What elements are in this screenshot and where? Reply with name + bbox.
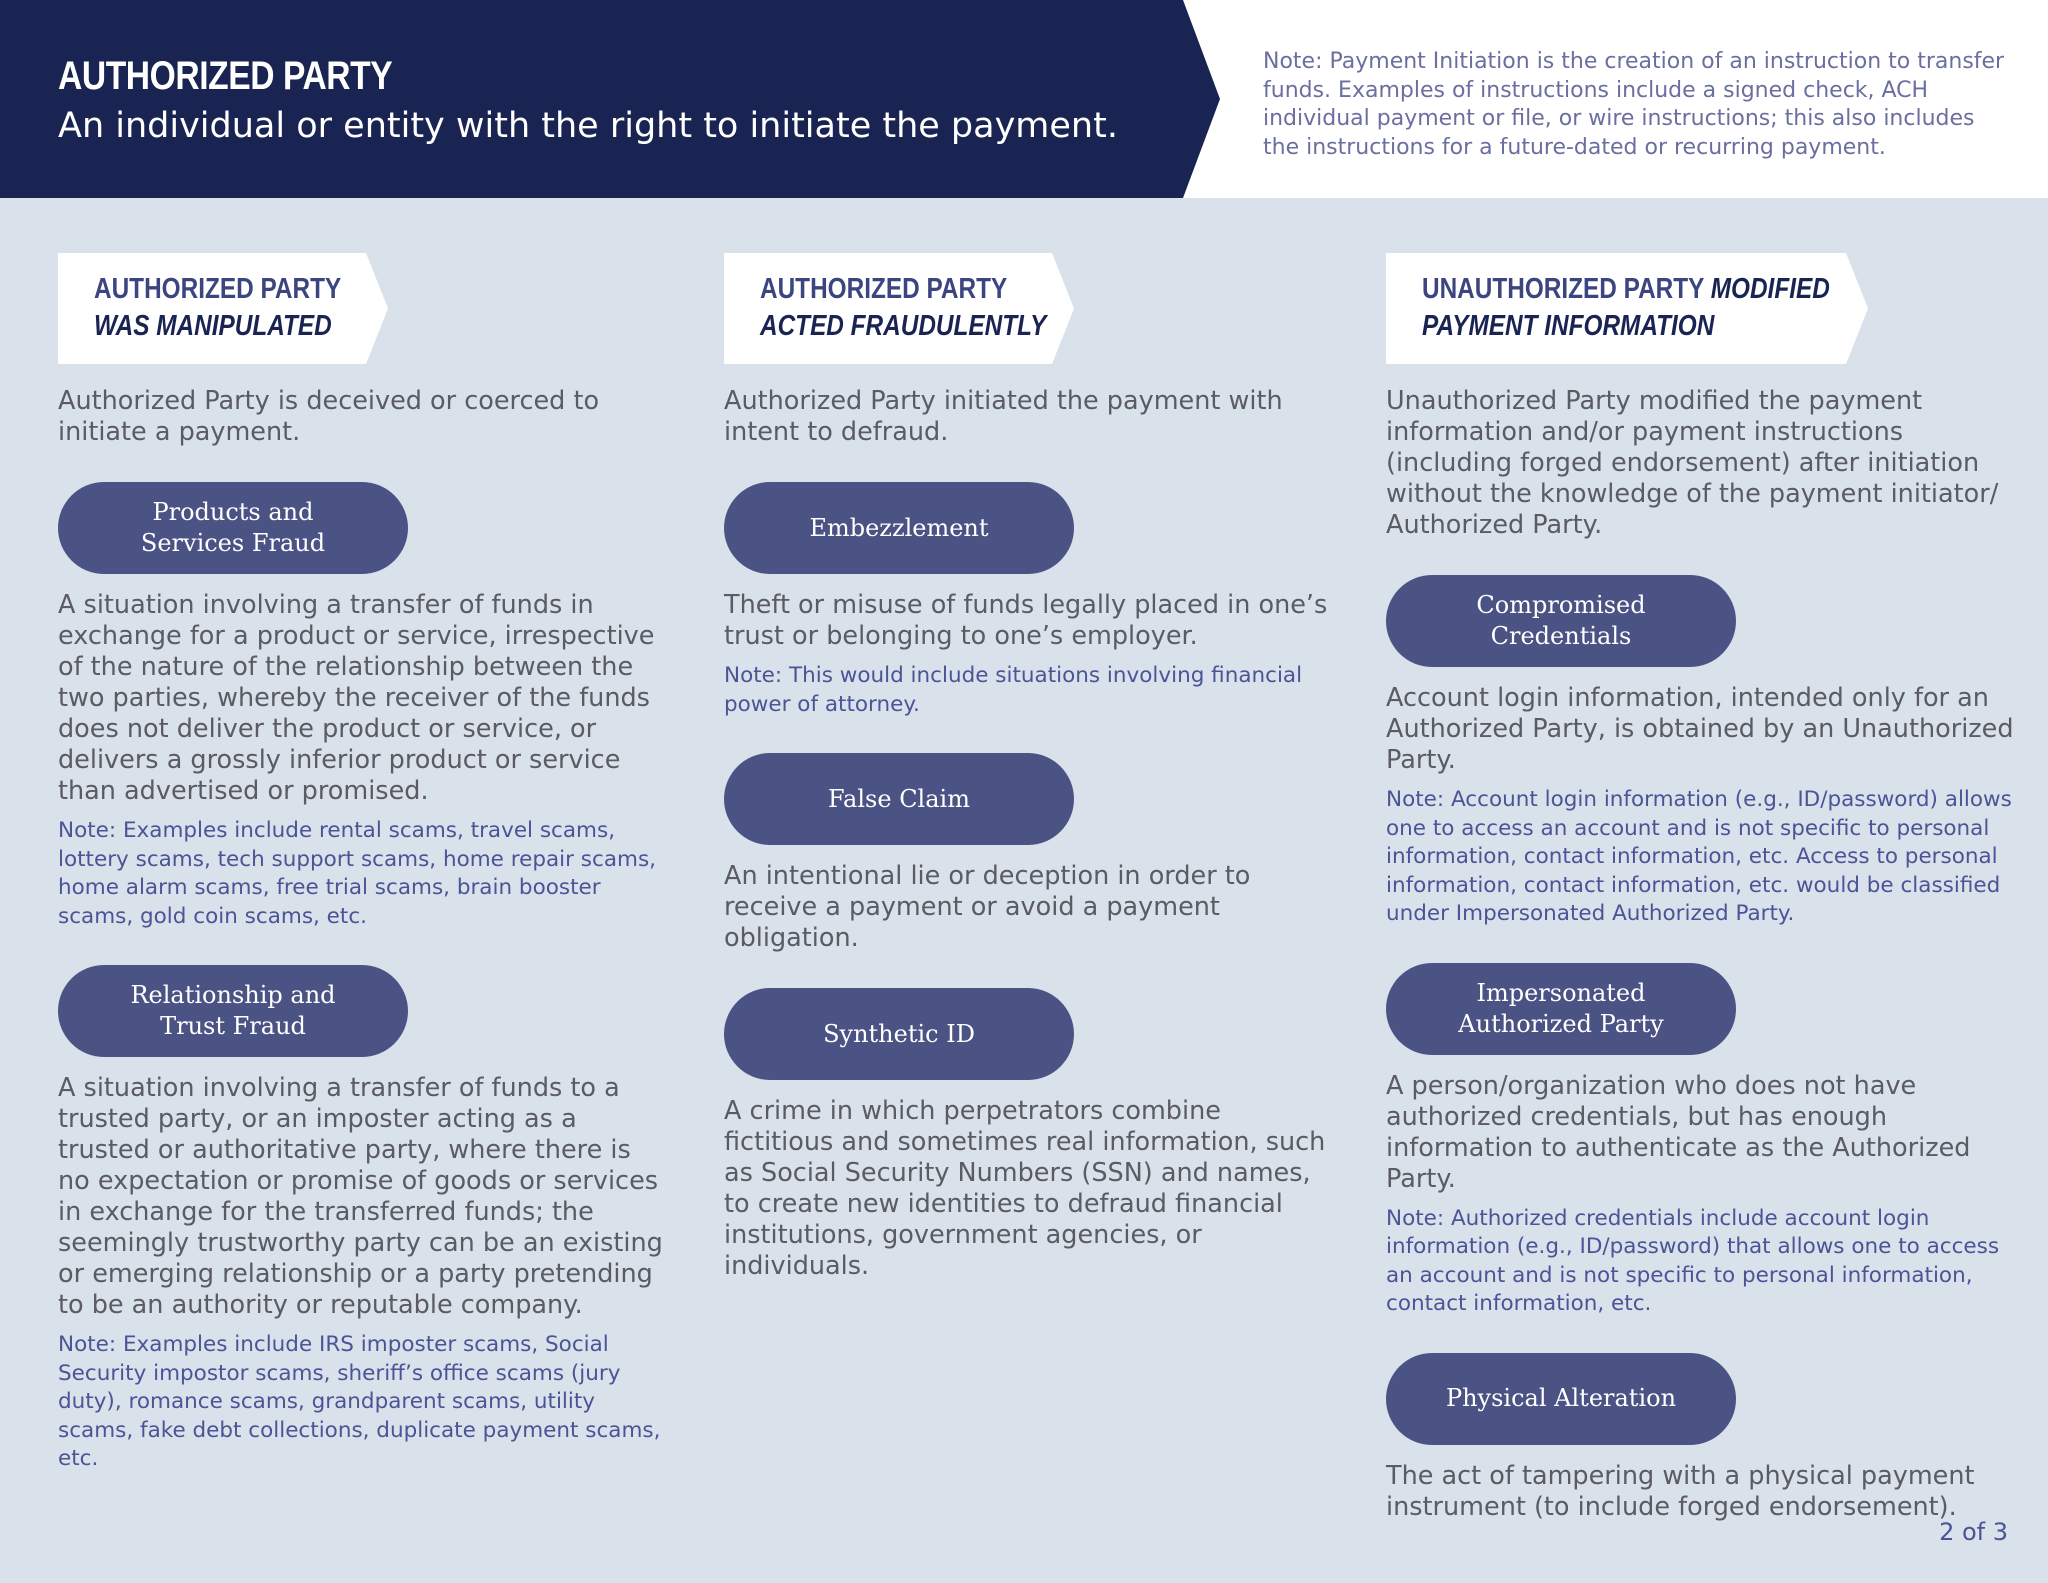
fraud-type-pill: Compromised Credentials <box>1386 575 1736 667</box>
fraud-type-definition: The act of tampering with a physical payment instrument (to include forged endorsement). <box>1386 1460 1975 1522</box>
category-description: Authorized Party is deceived or coerced to initiate a payment. <box>58 386 600 447</box>
fraud-type-definition: An intentional lie or deception in order to receive a payment or avoid a payment obligation. <box>724 861 1251 953</box>
tag-line-1: AUTHORIZED PARTY <box>760 273 1008 305</box>
fraud-type-pill: Physical Alteration <box>1386 1353 1736 1445</box>
category-tag <box>724 253 1334 364</box>
fraud-type-pill: Embezzlement <box>724 482 1074 574</box>
category-tag <box>58 253 668 364</box>
fraud-type-note: Note: Authorized credentials include account login information (e.g., ID/password) that allows one to access an account and is not specific to personal information, contact information, etc. <box>1386 1205 2000 1316</box>
fraud-type-pill: Products and Services Fraud <box>58 482 408 574</box>
page-number: 2 of 3 <box>1939 1518 2008 1546</box>
category-description: Authorized Party initiated the payment with intent to defraud. <box>724 386 1283 447</box>
category-tag <box>1386 253 2016 364</box>
tag-line-1: UNAUTHORIZED PARTY <box>1422 273 1704 305</box>
fraud-type-definition: Theft or misuse of funds legally placed in one’s trust or belonging to one’s employer. <box>724 590 1328 651</box>
category-description: Unauthorized Party modified the payment information and/or payment instructions (including forged endorsement) after initiation without the knowledge of the payment initiator/ Authorized Party. <box>1386 386 1999 540</box>
fraud-type-note: Note: Examples include rental scams, travel scams, lottery scams, tech support scams, home repair scams, home alarm scams, free trial scams, brain booster scams, gold coin scams, etc. <box>58 818 656 929</box>
fraud-type-note: Note: Examples include IRS imposter scams, Social Security impostor scams, sheriff’s office scams (jury duty), romance scams, grandparent scams, utility scams, fake debt collections, duplicate payment scams, etc. <box>58 1332 661 1471</box>
tag-line-1: AUTHORIZED PARTY <box>94 273 342 305</box>
page-subtitle: An individual or entity with the right to initiate the payment. <box>58 106 1118 146</box>
fraud-type-definition: A situation involving a transfer of funds to a trusted party, or an imposter acting as a trusted or authoritative party, where there is no expectation or promise of goods or services in exchange for the transferred funds; the seemingly trustworthy party can be an existing or emerging relationship or a party pretending to be an authority or reputable company. <box>58 1073 663 1320</box>
header-banner <box>0 0 2048 198</box>
column-manipulated <box>58 253 668 1474</box>
header-note: Note: Payment Initiation is the creation of an instruction to transfer funds. Examples of instructions include a signed check, ACH individual payment or file, or wire instructions; this also includes the instructions for a future-dated or recurring payment. <box>1263 49 2005 160</box>
fraud-type-definition: A situation involving a transfer of funds in exchange for a product or service, irrespective of the nature of the relationship between the two parties, whereby the receiver of the funds does not deliver the product or service, or delivers a grossly inferior product or service than advertised or promised. <box>58 590 655 806</box>
page-title: AUTHORIZED PARTY <box>58 54 393 98</box>
fraud-type-definition: Account login information, intended only for an Authorized Party, is obtained by an Unauthorized Party. <box>1386 683 2014 775</box>
tag-line-1-emphasis: MODIFIED <box>1710 273 1830 305</box>
tag-line-2: PAYMENT INFORMATION <box>1422 310 1715 342</box>
fraud-type-definition: A person/organization who does not have authorized credentials, but has enough information to authenticate as the Authorized Party. <box>1386 1070 1971 1194</box>
fraud-type-pill: Synthetic ID <box>724 988 1074 1080</box>
fraud-type-pill: False Claim <box>724 753 1074 845</box>
column-modified-payment <box>1386 253 2016 1523</box>
fraud-type-pill: Impersonated Authorized Party <box>1386 963 1736 1055</box>
fraud-type-definition: A crime in which perpetrators combine fictitious and sometimes real information, such as Social Security Numbers (SSN) and names, to create new identities to defraud financial institutions, government agencies, or individuals. <box>724 1096 1326 1281</box>
banner-arrow-shape <box>0 0 1225 198</box>
fraud-type-note: Note: Account login information (e.g., ID/password) allows one to access an account and is not specific to personal information, contact information, etc. Access to personal information, contact information, etc. would be classified under Impersonated Authorized Party. <box>1386 787 2012 926</box>
tag-line-2: ACTED FRAUDULENTLY <box>760 310 1047 342</box>
fraud-type-pill: Relationship and Trust Fraud <box>58 965 408 1057</box>
tag-line-2: WAS MANIPULATED <box>94 310 332 342</box>
fraud-type-note: Note: This would include situations involving financial power of attorney. <box>724 663 1303 717</box>
column-acted-fraudulently <box>724 253 1334 1282</box>
